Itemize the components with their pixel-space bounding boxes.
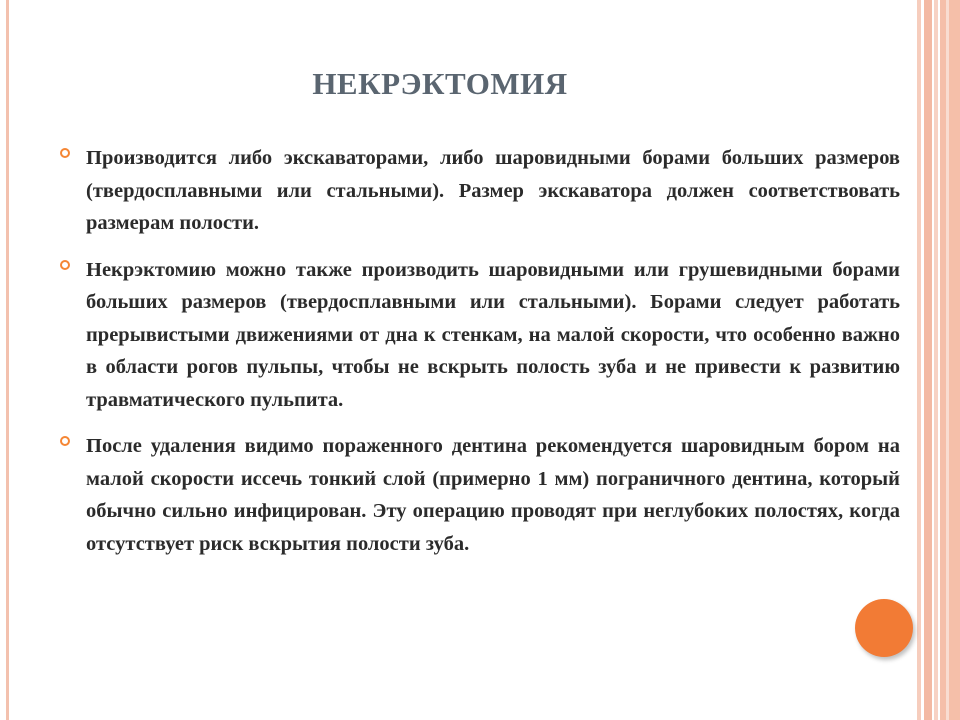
right-stripe	[946, 0, 949, 720]
bullet-circle-icon	[60, 148, 70, 158]
bullet-text: После удаления видимо пораженного дентина рекомендуется шаровидным бором на малой скорости иссечь тонкий слой (примерно 1 мм) пограничного дентина, который обычно сильно инфицирован. Эту операцию проводят при неглубоких полостях, когда отсутствует риск вскрытия полости зуба.	[86, 435, 900, 555]
right-stripe	[940, 0, 960, 720]
bullet-item	[58, 430, 900, 560]
bullet-item	[58, 142, 900, 240]
decorative-orange-circle	[855, 599, 913, 657]
bullet-circle-icon	[60, 260, 70, 270]
left-frame-line	[6, 0, 9, 720]
bullet-text: Производится либо экскаваторами, либо шаровидными борами больших размеров (твердосплавными или стальными). Размер экскаватора должен соответствовать размерам полости.	[86, 147, 900, 234]
bullet-item	[58, 254, 900, 417]
bullet-list	[58, 142, 900, 574]
bullet-text: Некрэктомию можно также производить шаровидными или грушевидными борами больших размеров (твердосплавными или стальными). Борами следует работать прерывистыми движениями от дна к стенкам, на малой скорости, что особенно важно в области рогов пульпы, чтобы не вскрыть полость зуба и не привести к развитию травматического пульпита.	[86, 258, 900, 411]
right-stripe	[917, 0, 921, 720]
right-stripe	[924, 0, 932, 720]
slide-title	[0, 66, 880, 102]
right-stripe	[934, 0, 938, 720]
bullet-circle-icon	[60, 436, 70, 446]
slide-title-text: НЕКРЭКТОМИЯ	[312, 66, 568, 101]
